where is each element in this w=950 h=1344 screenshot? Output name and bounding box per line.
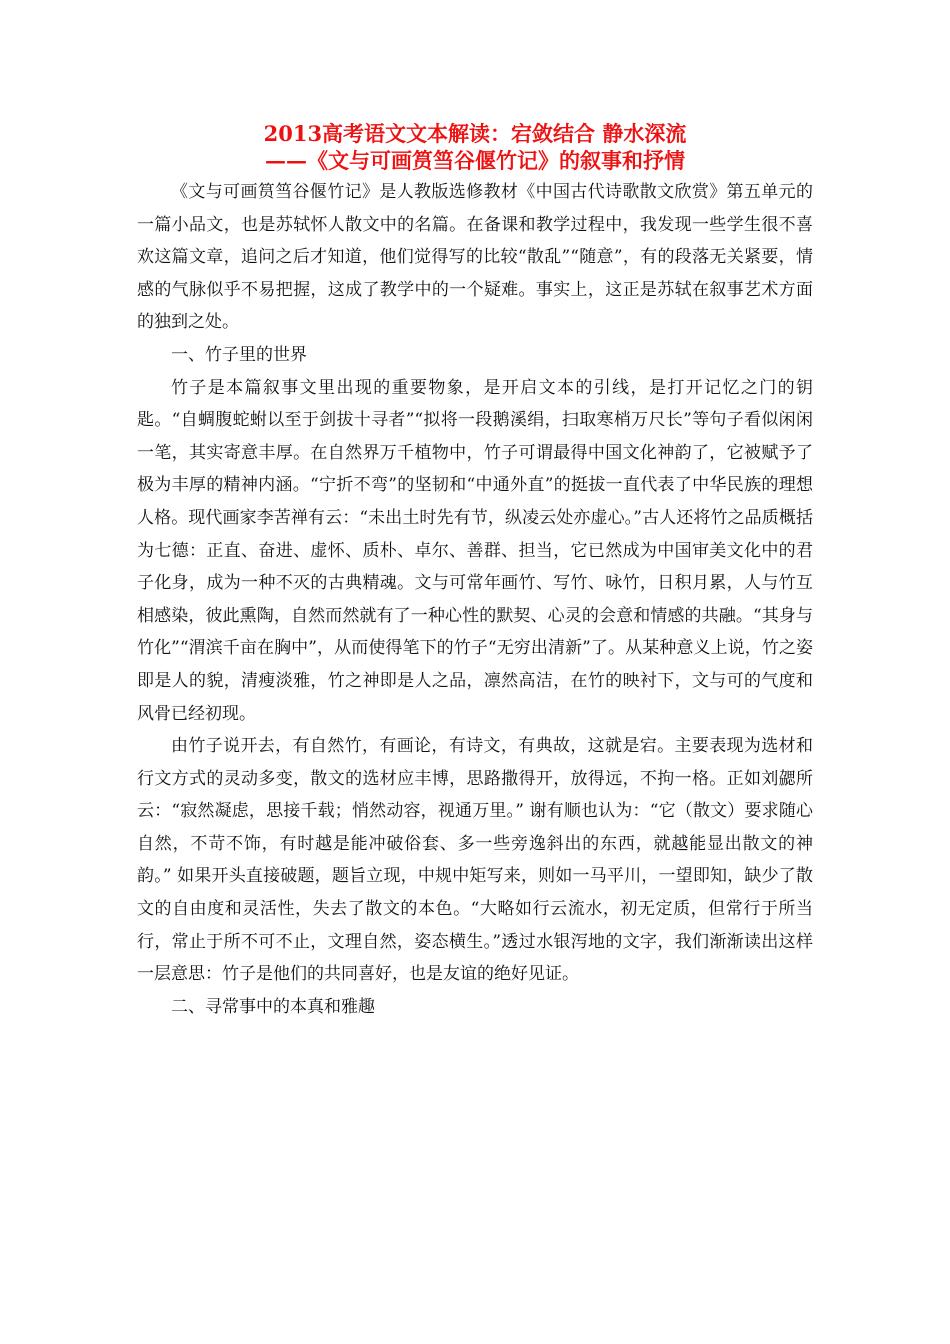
title-line-subtitle: ——《文与可画筼筜谷偃竹记》的叙事和抒情 — [265, 148, 685, 173]
paragraph-bamboo: 竹子是本篇叙事文里出现的重要物象，是开启文本的引线，是打开记忆之门的钥匙。“自蜩腹蛇蚹以至于剑拔十寻者”“拟将一段鹅溪绢，扫取寒梢万尺长”等句子看似闲闲一笔，其实寄意丰厚。在自然界万千植物中，竹子可谓最得中国文化神韵了，它被赋予了极为丰厚的精神内涵。“宁折不弯”的坚韧和“中通外直”的挺拔一直代表了中华民族的理想人格。现代画家李苦禅有云：“未出土时先有节，纵凌云处亦虚心。”古人还将竹之品质概括为七德：正直、奋进、虚怀、质朴、卓尔、善群、担当，它已然成为中国审美文化中的君子化身，成为一种不灭的古典精魂。文与可常年画竹、写竹、咏竹，日积月累，人与竹互相感染，彼此熏陶，自然而然就有了一种心性的默契、心灵的会意和情感的共融。“其身与竹化”“渭滨千亩在胸中”，从而使得笔下的竹子“无穷出清新”了。从某种意义上说，竹之姿即是人的貌，清瘦淡雅，竹之神即是人之品，凛然高洁，在竹的映衬下，文与可的气度和风骨已经初现。 — [137, 377, 813, 724]
paragraph-digression: 由竹子说开去，有自然竹，有画论，有诗文，有典故，这就是宕。主要表现为选材和行文方式的灵动多变，散文的选材应丰博，思路撒得开，放得远，不拘一格。正如刘勰所云：“寂然凝虑，思接千载；悄然动容，视通万里。” 谢有顺也认为：“它（散文）要求随心自然，不苛不饰，有时越是能冲破俗套、多一些旁逸斜出的东西，就越能显出散文的神韵。” 如果开头直接破题，题旨立现，中规中矩写来，则如一马平川，一望即知，缺少了散文的自由度和灵活性，失去了散文的本色。“大略如行云流水，初无定质，但常行于所当行，常止于所不可不止，文理自然，姿态横生。”透过水银泻地的文字，我们渐渐读出这样一层意思：竹子是他们的共同喜好，也是友谊的绝好见证。 — [137, 736, 813, 985]
paragraph-intro: 《文与可画筼筜谷偃竹记》是人教版选修教材《中国古代诗歌散文欣赏》第五单元的一篇小品文，也是苏轼怀人散文中的名篇。在备课和教学过程中，我发现一些学生很不喜欢这篇文章，追问之后才知道，他们觉得写的比较“散乱”“随意”，有的段落无关紧要，情感的气脉似乎不易把握，这成了教学中的一个疑难。事实上，这正是苏轼在叙事艺术方面的独到之处。 — [137, 182, 813, 333]
title-line-main: 2013高考语文文本解读：宕敛结合 静水深流 — [263, 121, 687, 146]
document-body — [137, 176, 813, 1023]
section-heading-2: 二、寻常事中的本真和雅趣 — [171, 996, 375, 1017]
document-title — [0, 120, 950, 174]
section-heading-1: 一、竹子里的世界 — [171, 344, 307, 365]
